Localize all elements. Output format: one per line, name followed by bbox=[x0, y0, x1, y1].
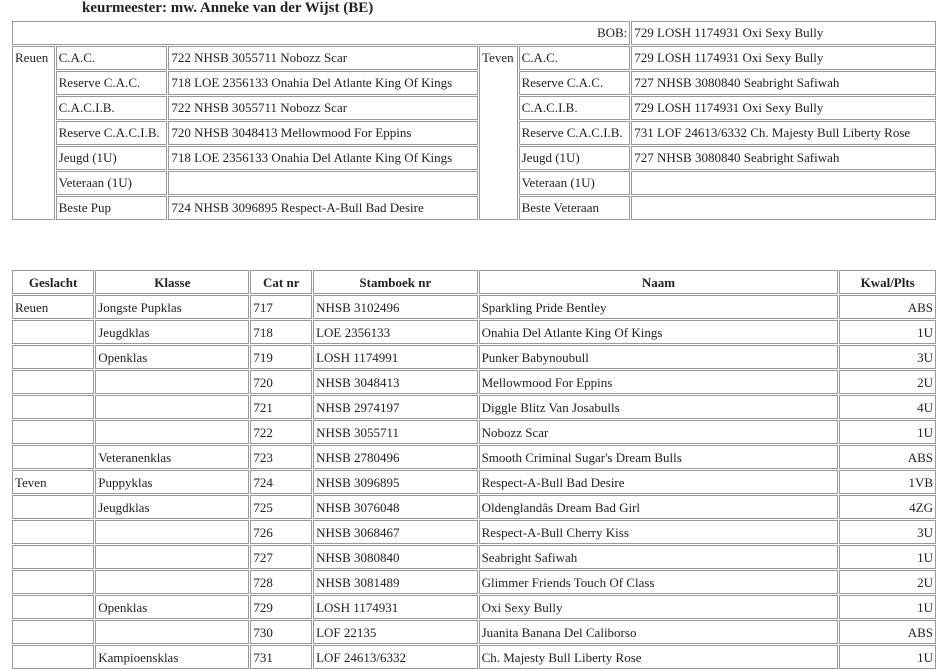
cell-geslacht bbox=[12, 545, 94, 569]
cell-geslacht bbox=[12, 370, 94, 394]
award-value: 720 NHSB 3048413 Mellowmood For Eppins bbox=[168, 121, 478, 145]
table-row bbox=[12, 295, 936, 319]
results-table bbox=[11, 269, 937, 670]
award-value: 718 LOE 2356133 Onahia Del Atlante King Of Kings bbox=[168, 71, 478, 95]
award-value: 727 NHSB 3080840 Seabright Safiwah bbox=[631, 71, 936, 95]
table-row bbox=[12, 620, 936, 644]
cell-klasse bbox=[95, 570, 249, 594]
cell-cat-nr: 720 bbox=[250, 370, 312, 394]
award-label: Reserve C.A.C. bbox=[519, 71, 631, 95]
award-label: Beste Veteraan bbox=[519, 196, 631, 220]
cell-geslacht: Reuen bbox=[12, 295, 94, 319]
award-label: C.A.C. bbox=[519, 46, 631, 70]
table-row bbox=[12, 495, 936, 519]
cell-stamboek-nr: NHSB 2780496 bbox=[313, 445, 477, 469]
summary-row bbox=[12, 71, 936, 95]
cell-cat-nr: 722 bbox=[250, 420, 312, 444]
cell-klasse bbox=[95, 370, 249, 394]
cell-naam: Diggle Blitz Van Josabulls bbox=[479, 395, 839, 419]
table-row bbox=[12, 520, 936, 544]
award-label: C.A.C. bbox=[56, 46, 168, 70]
cell-stamboek-nr: NHSB 3102496 bbox=[313, 295, 477, 319]
cell-geslacht bbox=[12, 320, 94, 344]
cell-naam: Sparkling Pride Bentley bbox=[479, 295, 839, 319]
judge-heading: keurmeester: mw. Anneke van der Wijst (BE) bbox=[82, 0, 374, 16]
award-label: Beste Pup bbox=[56, 196, 168, 220]
summary-table bbox=[11, 20, 937, 221]
award-value: 729 LOSH 1174931 Oxi Sexy Bully bbox=[631, 96, 936, 120]
cell-klasse: Openklas bbox=[95, 595, 249, 619]
cell-cat-nr: 726 bbox=[250, 520, 312, 544]
cell-geslacht bbox=[12, 420, 94, 444]
header-klasse: Klasse bbox=[95, 270, 249, 294]
cell-stamboek-nr: LOF 24613/6332 bbox=[313, 645, 477, 669]
cell-geslacht bbox=[12, 445, 94, 469]
award-label: C.A.C.I.B. bbox=[56, 96, 168, 120]
cell-klasse: Jeugdklas bbox=[95, 495, 249, 519]
cell-kwal-plts: 3U bbox=[839, 345, 936, 369]
cell-naam: Respect-A-Bull Bad Desire bbox=[479, 470, 839, 494]
females-label: Teven bbox=[479, 46, 518, 220]
cell-naam: Respect-A-Bull Cherry Kiss bbox=[479, 520, 839, 544]
cell-klasse bbox=[95, 545, 249, 569]
cell-klasse: Kampioensklas bbox=[95, 645, 249, 669]
males-label: Reuen bbox=[12, 46, 55, 220]
cell-geslacht bbox=[12, 520, 94, 544]
cell-stamboek-nr: NHSB 3048413 bbox=[313, 370, 477, 394]
cell-naam: Juanita Banana Del Caliborso bbox=[479, 620, 839, 644]
table-row bbox=[12, 545, 936, 569]
header-kwal-plts: Kwal/Plts bbox=[839, 270, 936, 294]
award-label: Veteraan (1U) bbox=[56, 171, 168, 195]
cell-klasse: Jongste Pupklas bbox=[95, 295, 249, 319]
header-cat-nr: Cat nr bbox=[250, 270, 312, 294]
cell-geslacht bbox=[12, 495, 94, 519]
cell-klasse bbox=[95, 395, 249, 419]
cell-naam: Oldenglandâs Dream Bad Girl bbox=[479, 495, 839, 519]
cell-cat-nr: 728 bbox=[250, 570, 312, 594]
cell-naam: Ch. Majesty Bull Liberty Rose bbox=[479, 645, 839, 669]
cell-cat-nr: 717 bbox=[250, 295, 312, 319]
cell-kwal-plts: 2U bbox=[839, 370, 936, 394]
cell-cat-nr: 723 bbox=[250, 445, 312, 469]
cell-naam: Nobozz Scar bbox=[479, 420, 839, 444]
award-value: 731 LOF 24613/6332 Ch. Majesty Bull Liberty Rose bbox=[631, 121, 936, 145]
cell-stamboek-nr: NHSB 3080840 bbox=[313, 545, 477, 569]
cell-kwal-plts: ABS bbox=[839, 295, 936, 319]
table-row bbox=[12, 445, 936, 469]
cell-kwal-plts: 1U bbox=[839, 320, 936, 344]
cell-cat-nr: 731 bbox=[250, 645, 312, 669]
cell-kwal-plts: ABS bbox=[839, 445, 936, 469]
cell-klasse: Veteranenklas bbox=[95, 445, 249, 469]
header-stamboek-nr: Stamboek nr bbox=[313, 270, 477, 294]
table-row bbox=[12, 345, 936, 369]
table-row bbox=[12, 595, 936, 619]
table-row bbox=[12, 370, 936, 394]
cell-stamboek-nr: LOF 22135 bbox=[313, 620, 477, 644]
summary-row bbox=[12, 171, 936, 195]
cell-stamboek-nr: LOSH 1174991 bbox=[313, 345, 477, 369]
cell-geslacht: Teven bbox=[12, 470, 94, 494]
cell-kwal-plts: 1VB bbox=[839, 470, 936, 494]
cell-naam: Seabright Safiwah bbox=[479, 545, 839, 569]
award-label: C.A.C.I.B. bbox=[519, 96, 631, 120]
cell-kwal-plts: 1U bbox=[839, 645, 936, 669]
cell-klasse: Puppyklas bbox=[95, 470, 249, 494]
award-label: Reserve C.A.C. bbox=[56, 71, 168, 95]
award-value: 729 LOSH 1174931 Oxi Sexy Bully bbox=[631, 46, 936, 70]
cell-stamboek-nr: NHSB 3076048 bbox=[313, 495, 477, 519]
header-geslacht: Geslacht bbox=[12, 270, 94, 294]
award-value: 724 NHSB 3096895 Respect-A-Bull Bad Desire bbox=[168, 196, 478, 220]
cell-geslacht bbox=[12, 595, 94, 619]
award-value: 727 NHSB 3080840 Seabright Safiwah bbox=[631, 146, 936, 170]
cell-kwal-plts: 3U bbox=[839, 520, 936, 544]
cell-cat-nr: 729 bbox=[250, 595, 312, 619]
award-label: Reserve C.A.C.I.B. bbox=[519, 121, 631, 145]
cell-klasse bbox=[95, 520, 249, 544]
award-value bbox=[168, 171, 478, 195]
cell-geslacht bbox=[12, 570, 94, 594]
summary-row bbox=[12, 146, 936, 170]
cell-naam: Punker Babynoubull bbox=[479, 345, 839, 369]
cell-naam: Smooth Criminal Sugar's Dream Bulls bbox=[479, 445, 839, 469]
cell-cat-nr: 730 bbox=[250, 620, 312, 644]
cell-stamboek-nr: NHSB 3081489 bbox=[313, 570, 477, 594]
cell-naam: Oxi Sexy Bully bbox=[479, 595, 839, 619]
table-row bbox=[12, 395, 936, 419]
cell-stamboek-nr: NHSB 2974197 bbox=[313, 395, 477, 419]
award-value bbox=[631, 196, 936, 220]
cell-cat-nr: 718 bbox=[250, 320, 312, 344]
cell-kwal-plts: 1U bbox=[839, 420, 936, 444]
summary-row bbox=[12, 196, 936, 220]
cell-cat-nr: 724 bbox=[250, 470, 312, 494]
award-value: 722 NHSB 3055711 Nobozz Scar bbox=[168, 46, 478, 70]
cell-stamboek-nr: LOE 2356133 bbox=[313, 320, 477, 344]
cell-kwal-plts: 1U bbox=[839, 595, 936, 619]
cell-stamboek-nr: LOSH 1174931 bbox=[313, 595, 477, 619]
award-value: 718 LOE 2356133 Onahia Del Atlante King Of Kings bbox=[168, 146, 478, 170]
table-row bbox=[12, 320, 936, 344]
cell-kwal-plts: 2U bbox=[839, 570, 936, 594]
cell-klasse bbox=[95, 420, 249, 444]
cell-cat-nr: 721 bbox=[250, 395, 312, 419]
summary-row bbox=[12, 46, 936, 70]
table-row bbox=[12, 470, 936, 494]
cell-geslacht bbox=[12, 345, 94, 369]
cell-klasse: Jeugdklas bbox=[95, 320, 249, 344]
cell-stamboek-nr: NHSB 3068467 bbox=[313, 520, 477, 544]
cell-naam: Onahia Del Atlante King Of Kings bbox=[479, 320, 839, 344]
table-row bbox=[12, 420, 936, 444]
award-label: Reserve C.A.C.I.B. bbox=[56, 121, 168, 145]
award-value bbox=[631, 171, 936, 195]
cell-klasse: Openklas bbox=[95, 345, 249, 369]
table-row bbox=[12, 570, 936, 594]
cell-cat-nr: 719 bbox=[250, 345, 312, 369]
table-row bbox=[12, 645, 936, 669]
bob-label: BOB: bbox=[12, 21, 630, 45]
award-label: Jeugd (1U) bbox=[519, 146, 631, 170]
award-label: Jeugd (1U) bbox=[56, 146, 168, 170]
cell-geslacht bbox=[12, 620, 94, 644]
cell-cat-nr: 725 bbox=[250, 495, 312, 519]
cell-kwal-plts: 4U bbox=[839, 395, 936, 419]
cell-geslacht bbox=[12, 645, 94, 669]
award-value: 722 NHSB 3055711 Nobozz Scar bbox=[168, 96, 478, 120]
award-label: Veteraan (1U) bbox=[519, 171, 631, 195]
cell-klasse bbox=[95, 620, 249, 644]
cell-naam: Mellowmood For Eppins bbox=[479, 370, 839, 394]
cell-stamboek-nr: NHSB 3096895 bbox=[313, 470, 477, 494]
summary-row bbox=[12, 121, 936, 145]
bob-value: 729 LOSH 1174931 Oxi Sexy Bully bbox=[631, 21, 936, 45]
results-header-row bbox=[12, 270, 936, 294]
header-naam: Naam bbox=[479, 270, 839, 294]
summary-row bbox=[12, 96, 936, 120]
cell-kwal-plts: 1U bbox=[839, 545, 936, 569]
cell-kwal-plts: 4ZG bbox=[839, 495, 936, 519]
bob-row bbox=[12, 21, 936, 45]
cell-geslacht bbox=[12, 395, 94, 419]
cell-naam: Glimmer Friends Touch Of Class bbox=[479, 570, 839, 594]
cell-kwal-plts: ABS bbox=[839, 620, 936, 644]
cell-stamboek-nr: NHSB 3055711 bbox=[313, 420, 477, 444]
cell-cat-nr: 727 bbox=[250, 545, 312, 569]
